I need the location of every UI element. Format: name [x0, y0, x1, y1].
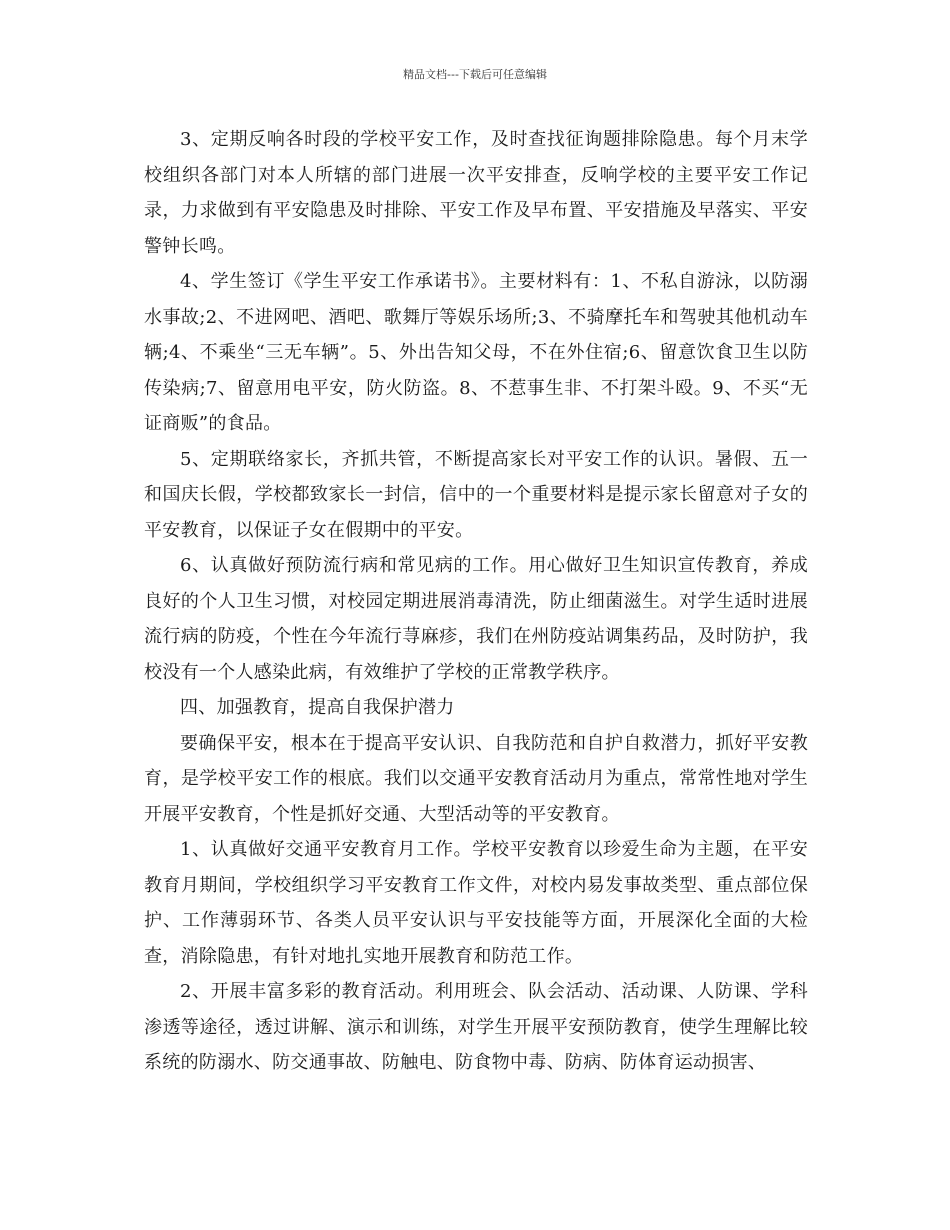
section-heading: 四、加强教育，提高自我保护潜力: [180, 697, 455, 718]
paragraph: 5、定期联络家长，齐抓共管，不断提高家长对平安工作的认识。暑假、五一和国庆长假，学校都致家长一封信，信中的一个重要材料是提示家长留意对子女的平安教育，以保证子女在假期中的平安。: [144, 448, 808, 541]
paragraph: 6、认真做好预防流行病和常见病的工作。用心做好卫生知识宣传教育，养成良好的个人卫生习惯，对校园定期进展消毒清洗，防止细菌滋生。对学生适时进展流行病的防疫，个性在今年流行荨麻疹，我们在州防疫站调集药品，及时防护，我校没有一个人感染此病，有效维护了学校的正常教学秩序。: [144, 555, 808, 683]
paragraph: 3、定期反响各时段的学校平安工作，及时查找征询题排除隐患。每个月末学校组织各部门对本人所辖的部门进展一次平安排查，反响学校的主要平安工作记录，力求做到有平安隐患及时排除、平安工作及早布置、平安措施及早落实、平安警钟长鸣。: [144, 129, 808, 257]
paragraph: 1、认真做好交通平安教育月工作。学校平安教育以珍爱生命为主题，在平安教育月期间，学校组织学习平安教育工作文件，对校内易发事故类型、重点部位保护、工作薄弱环节、各类人员平安认识与平安技能等方面，开展深化全面的大检查，消除隐患，有针对地扎实地开展教育和防范工作。: [144, 839, 808, 967]
document-body: [144, 122, 808, 1081]
page-header: 精品文档---下载后可任意编辑: [403, 68, 547, 81]
paragraph: 2、开展丰富多彩的教育活动。利用班会、队会活动、活动课、人防课、学科渗透等途径，透过讲解、演示和训练，对学生开展平安预防教育，使学生理解比较系统的防溺水、防交通事故、防触电、防食物中毒、防病、防体育运动损害、: [144, 981, 808, 1073]
paragraph: 4、学生签订《学生平安工作承诺书》。主要材料有：1、不私自游泳，以防溺水事故;2、不进网吧、酒吧、歌舞厅等娱乐场所;3、不骑摩托车和驾驶其他机动车辆;4、不乘坐“三无车辆”。5、外出告知父母，不在外住宿;6、留意饮食卫生以防传染病;7、留意用电平安，防火防盗。8、不惹事生非、不打架斗殴。9、不买“无证商贩”的食品。: [144, 271, 808, 434]
paragraph: 要确保平安，根本在于提高平安认识、自我防范和自护自救潜力，抓好平安教育，是学校平安工作的根底。我们以交通平安教育活动月为重点，常常性地对学生开展平安教育，个性是抓好交通、大型活动等的平安教育。: [144, 732, 808, 825]
